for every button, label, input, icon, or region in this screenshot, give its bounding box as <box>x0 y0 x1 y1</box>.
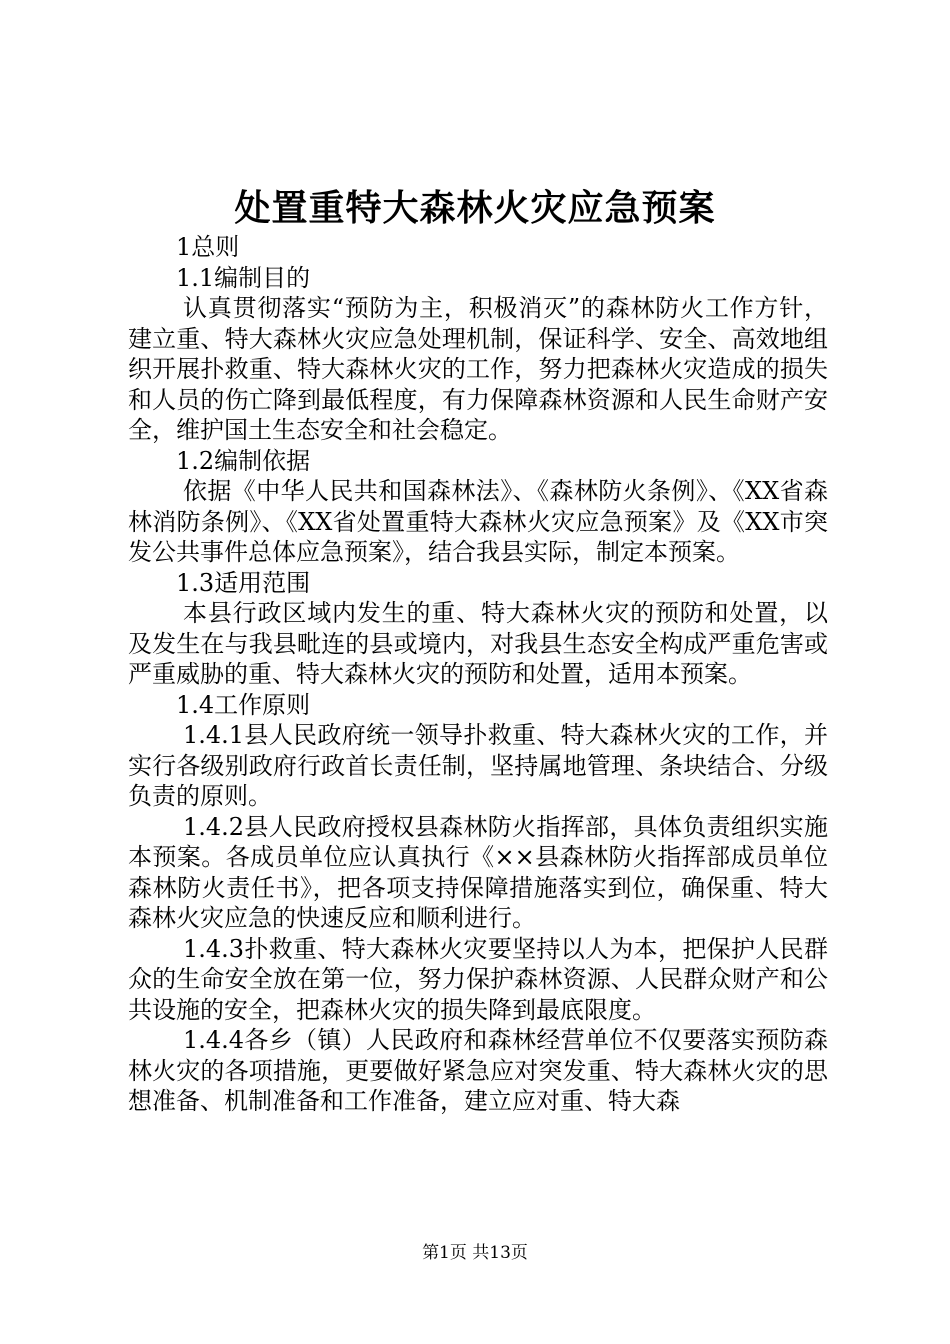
section-heading: 1.4工作原则 <box>176 690 311 719</box>
page-number-footer: 第1页 共13页 <box>422 1243 528 1263</box>
body-paragraph: 1.4.3扑救重、特大森林火灾要坚持以人为本，把保护人民群众的生命安全放在第一位，努力保护森林资源、人民群众财产和公共设施的安全，把森林火灾的损失降到最底限度。 <box>128 934 828 1024</box>
body-paragraph: 认真贯彻落实“预防为主，积极消灭”的森林防火工作方针，建立重、特大森林火灾应急处理机制，保证科学、安全、高效地组织开展扑救重、特大森林火灾的工作，努力把森林火灾造成的损失和人员的伤亡降到最低程度，有力保障森林资源和人民生命财产安全，维护国土生态安全和社会稳定。 <box>128 294 828 444</box>
body-paragraph: 1.4.2县人民政府授权县森林防火指挥部，具体负责组织实施本预案。各成员单位应认真执行《××县森林防火指挥部成员单位森林防火责任书》，把各项支持保障措施落实到位，确保重、特大森林火灾应急的快速反应和顺利进行。 <box>128 812 828 932</box>
body-paragraph: 依据《中华人民共和国森林法》、《森林防火条例》、《XX省森林消防条例》、《XX省处置重特大森林火灾应急预案》及《XX市突发公共事件总体应急预案》，结合我县实际，制定本预案。 <box>128 477 828 566</box>
body-paragraph: 本县行政区域内发生的重、特大森林火灾的预防和处置，以及发生在与我县毗连的县或境内，对我县生态安全构成严重危害或严重威胁的重、特大森林火灾的预防和处置，适用本预案。 <box>128 599 828 688</box>
section-heading: 1.1编制目的 <box>176 263 311 292</box>
section-heading: 1总则 <box>176 233 240 261</box>
section-heading: 1.3适用范围 <box>176 568 311 597</box>
body-paragraph: 1.4.1县人民政府统一领导扑救重、特大森林火灾的工作，并实行各级别政府行政首长责任制，坚持属地管理、条块结合、分级负责的原则。 <box>128 721 828 810</box>
section-heading: 1.2编制依据 <box>176 446 311 475</box>
document-body <box>128 232 828 1117</box>
body-paragraph: 1.4.4各乡（镇）人民政府和森林经营单位不仅要落实预防森林火灾的各项措施，更要做好紧急应对突发重、特大森林火灾的思想准备、机制准备和工作准备，建立应对重、特大森 <box>128 1026 828 1115</box>
document-title: 处置重特大森林火灾应急预案 <box>234 187 716 229</box>
